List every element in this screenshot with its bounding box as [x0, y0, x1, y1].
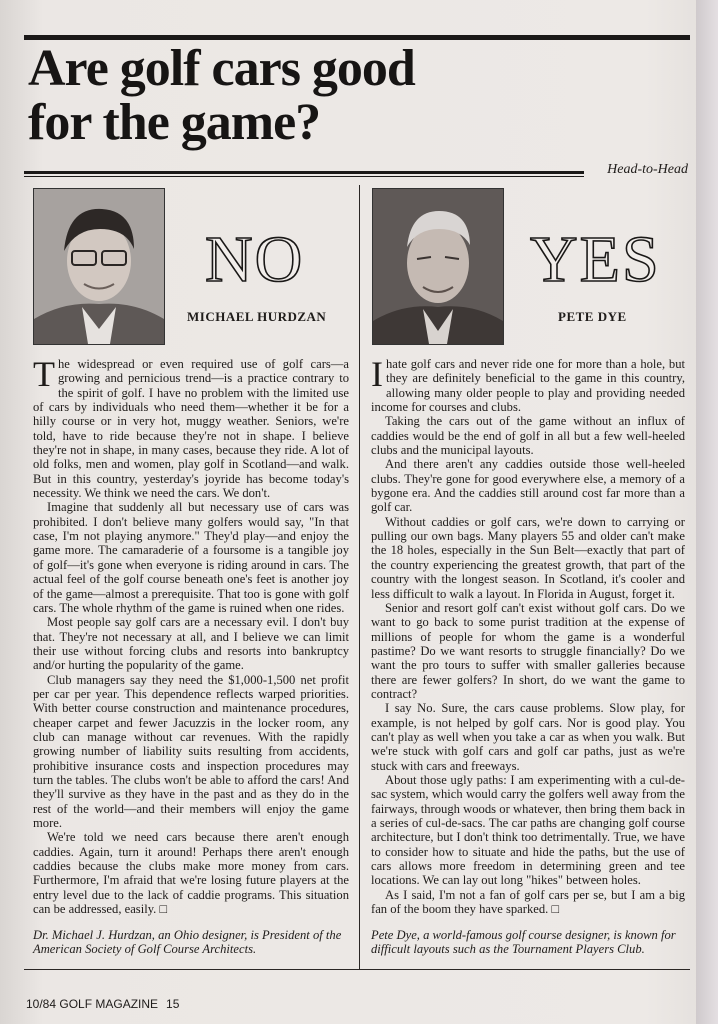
- author-bio-hurdzan: Dr. Michael J. Hurdzan, an Ohio designer, is President of the American Society of Golf Course Architects.: [33, 928, 342, 957]
- article-body-yes: [371, 354, 685, 917]
- paragraph: About those ugly paths: I am experimenting with a cul-de-sac system, which would carry the golfers well away from the fairways, through woods or whatever, then bring them back in a series of cul-de-sacs. The car paths are changing golf course architecture, but I don't think too detrimentally. True, we have to consider how to situate and hide the paths, but the use of cars allows more freedom in determining green and tee locations. We can lay out long "hikes" between holes.: [371, 772, 685, 888]
- author-photo-hurdzan: [33, 188, 165, 345]
- headline: [28, 42, 668, 150]
- author-bio-dye: Pete Dye, a world-famous golf course designer, is known for difficult layouts such as the Tournament Players Club.: [371, 928, 676, 957]
- section-rule-thin: [24, 176, 584, 177]
- portrait-hurdzan-image: [34, 189, 164, 344]
- column-divider: [359, 185, 360, 970]
- adjacent-page-edge: [696, 0, 718, 1024]
- dropcap: T: [33, 354, 55, 394]
- paragraph: And there aren't any caddies outside those well-heeled clubs. They're gone for good everywhere else, a memory of a bygone era. And the caddies still around cost far more than a golf car.: [371, 457, 685, 515]
- paragraph: Club managers say they need the $1,000-1,500 net profit per car per year. This dependence reflects warped priorities. With better course construction and maintenance procedures, cheaper carpet and fewer Jacuzzis in the locker room, any club can manage without car revenues. With the rapidly growing number of liability suits resulting from accidents, prohibitive insurance costs and inspection procedures may turn the tables. The clubs won't be able to afford the cars! And they'll survive as they have in the past and as they do in the rest of the world—and their members will enjoy the game more.: [33, 672, 349, 830]
- paragraph: I say No. Sure, the cars cause problems. Slow play, for example, is not helped by golf cars. Nor is good play. You can't play as well when you take a car as when you walk. But we're stuck with golf cars and golf car paths, just as we're stuck with cars and freeways.: [371, 701, 685, 773]
- issue-label: 10/84 GOLF MAGAZINE: [26, 997, 159, 1011]
- article-body-no: [33, 354, 349, 917]
- author-photo-dye: [372, 188, 504, 345]
- page-footer: [26, 997, 179, 1011]
- paragraph: Taking the cars out of the game without an influx of caddies would be the end of golf in all but a few well-heeled clubs and the municipal layouts.: [371, 414, 685, 458]
- section-rule: [24, 171, 584, 174]
- paragraph: We're told we need cars because there aren't enough caddies. Again, turn it around! Perhaps there aren't enough caddies because the clubs make more money from cars. Furthermore, I'm afraid that we're losing future players at the entry level due to the lack of caddie programs. This situation can be addressed, easily. □: [33, 830, 349, 917]
- paragraph: Most people say golf cars are a necessary evil. I don't buy that. They're not necessary at all, and I believe we can limit their use without forcing clubs and resorts into bankruptcy and/or hurting the popularity of the game.: [33, 615, 349, 673]
- headline-line-2: for the game?: [28, 94, 321, 151]
- headline-line-1: Are golf cars good: [28, 40, 415, 97]
- paragraph: Imagine that suddenly all but necessary use of cars was prohibited. I don't believe many golfers would say, "In that case, I'm not playing anymore." They'd play—and enjoy the game more. The camaraderie of a foursome is a tangible joy of golf—it's gone when everyone is riding around in cars. The actual feel of the golf course beneath one's feet is another joy of the game—almost a prerequisite. That too is gone with golf cars. The whole rhythm of the game is ruined when one rides.: [33, 500, 349, 615]
- paragraph: I hate golf cars and never ride one for more than a hole, but they are definitely beneficial to the game in this country, allowing many older people to play and providing needed income for courses and clubs.: [371, 354, 685, 415]
- bottom-rule: [24, 969, 690, 970]
- dropcap: I: [371, 354, 383, 394]
- portrait-dye-image: [373, 189, 503, 344]
- paragraph: Senior and resort golf can't exist without golf cars. Do we want to go back to some purist tradition at the expense of millions of people for whom the game is a wonderful pastime? Do we want resorts to struggle financially? Do we want the pro tours to suffer with smaller galleries because there are fewer golfers? In short, do we want the game to contract?: [371, 600, 685, 701]
- stance-yes: YES: [530, 223, 661, 296]
- author-name-hurdzan: MICHAEL HURDZAN: [187, 309, 327, 324]
- paragraph: As I said, I'm not a fan of golf cars per se, but I am a big fan of the boom they have sparked. □: [371, 887, 685, 917]
- paragraph: Without caddies or golf cars, we're down to carrying or pulling our own bags. Many players 55 and older can't make the 18 holes, especially in the Sun Belt—exactly that part of the country experiencing the greatest growth, that part of the country with the longest season. In Scotland, it's cooler and less difficult to walk a layout. In Florida in August, forget it.: [371, 514, 685, 601]
- paragraph: The widespread or even required use of golf cars—a growing and pernicious trend—is a practice contrary to the spirit of golf. I have no problem with the limited use of cars by individuals who need them—whether it be for a hilly course or in very hot, muggy weather. Seniors, we're told, have to ride because they're not in shape. I believe they're not in shape, in many cases, because they ride. A lot of old folks, men and women, play golf in Scotland—and walk. But in this country, yesterday's joyride has become today's necessity. We think we need the cars. We don't.: [33, 354, 349, 501]
- section-label: Head-to-Head: [607, 162, 688, 177]
- page-number: 15: [166, 997, 180, 1011]
- author-name-dye: PETE DYE: [558, 309, 627, 324]
- stance-no: NO: [205, 223, 305, 296]
